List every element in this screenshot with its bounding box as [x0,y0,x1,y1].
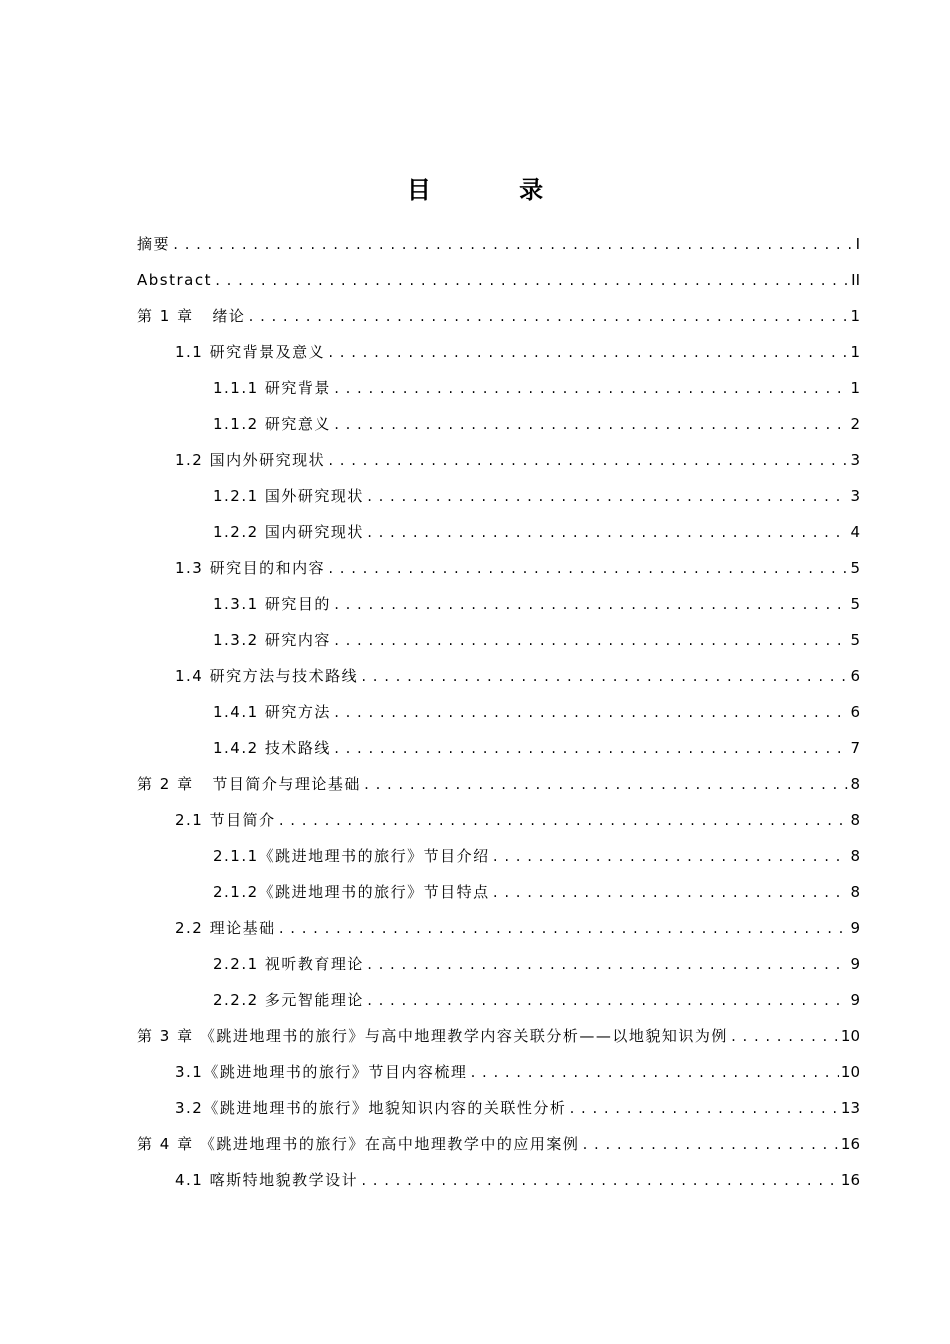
toc-entry-title: 2.1.1《跳进地理书的旅行》节目介绍 [213,847,490,865]
toc-page-number: I [855,235,860,253]
toc-page-number: 3 [850,451,860,469]
toc-entry-title: 2.2.2 多元智能理论 [213,991,364,1009]
toc-page-number: 4 [850,523,860,541]
toc-page-number: 1 [850,379,860,397]
toc-entry[interactable] [137,482,860,518]
toc-entry[interactable] [137,1094,860,1130]
dot-leader [360,1167,839,1195]
toc-entry-title: 3.1《跳进地理书的旅行》节目内容梳理 [175,1063,468,1081]
dot-leader [366,519,849,547]
toc-entry-title: 第 1 章 绪论 [137,307,246,325]
toc-page-number: 8 [850,883,860,901]
toc-page-number: 9 [850,955,860,973]
toc-entry-title: 1.2.1 国外研究现状 [213,487,364,505]
toc-entry[interactable] [137,1166,860,1202]
toc-page-number: 10 [840,1027,860,1045]
toc-entry-title: 4.1 喀斯特地貌教学设计 [175,1171,359,1189]
toc-entry[interactable] [137,950,860,986]
toc-entry-title: 1.3 研究目的和内容 [175,559,326,577]
dot-leader [366,951,849,979]
toc-entry[interactable] [137,1130,860,1166]
toc-entry[interactable] [137,410,860,446]
table-of-contents [137,230,860,1202]
toc-entry[interactable] [137,770,860,806]
toc-entry-title: 第 4 章 《跳进地理书的旅行》在高中地理教学中的应用案例 [137,1135,580,1153]
toc-page-number: 16 [840,1135,860,1153]
dot-leader [327,447,848,475]
dot-leader [492,879,849,907]
toc-page-number: 13 [840,1099,860,1117]
toc-page-number: 2 [850,415,860,433]
dot-leader [363,771,849,799]
dot-leader [172,231,854,259]
toc-entry-title: 第 3 章 《跳进地理书的旅行》与高中地理教学内容关联分析——以地貌知识为例 [137,1027,728,1045]
toc-entry-title: 1.3.2 研究内容 [213,631,331,649]
toc-entry[interactable] [137,554,860,590]
toc-entry-title: 3.2《跳进地理书的旅行》地貌知识内容的关联性分析 [175,1099,567,1117]
toc-page-number: 8 [850,847,860,865]
toc-page-number: 5 [850,595,860,613]
toc-entry[interactable] [137,626,860,662]
toc-entry[interactable] [137,986,860,1022]
dot-leader [333,699,849,727]
toc-entry-title: 1.4 研究方法与技术路线 [175,667,359,685]
toc-page-number: II [851,271,860,289]
toc-entry-title: 2.1.2《跳进地理书的旅行》节目特点 [213,883,490,901]
toc-page-number: 9 [850,991,860,1009]
toc-entry[interactable] [137,662,860,698]
toc-entry-title: 1.1 研究背景及意义 [175,343,326,361]
toc-page-number: 8 [850,775,860,793]
dot-leader [214,267,849,295]
dot-leader [333,591,849,619]
page-title: 目 录 [406,176,584,204]
toc-page-number: 1 [850,307,860,325]
dot-leader [333,411,849,439]
dot-leader [366,987,849,1015]
toc-page-number: 8 [850,811,860,829]
toc-entry[interactable] [137,590,860,626]
toc-entry-title: 1.2 国内外研究现状 [175,451,326,469]
toc-entry-title: 摘要 [137,235,171,253]
toc-entry[interactable] [137,338,860,374]
toc-page-number: 5 [850,559,860,577]
toc-entry[interactable] [137,446,860,482]
toc-entry-title: 1.1.2 研究意义 [213,415,331,433]
toc-page-number: 6 [850,667,860,685]
toc-entry-title: 1.1.1 研究背景 [213,379,331,397]
toc-entry[interactable] [137,1022,860,1058]
toc-entry-title: 1.3.1 研究目的 [213,595,331,613]
toc-entry-title: 第 2 章 节目简介与理论基础 [137,775,361,793]
toc-page-number: 3 [850,487,860,505]
toc-entry-title: 2.2.1 视听教育理论 [213,955,364,973]
dot-leader [333,375,849,403]
dot-leader [333,735,849,763]
toc-page-number: 9 [850,919,860,937]
dot-leader [278,807,849,835]
toc-page-number: 10 [840,1063,860,1081]
toc-entry[interactable] [137,878,860,914]
dot-leader [730,1023,839,1051]
toc-entry[interactable] [137,914,860,950]
dot-leader [327,555,848,583]
toc-entry[interactable] [137,266,860,302]
dot-leader [366,483,849,511]
toc-entry-title: 2.2 理论基础 [175,919,276,937]
toc-page-number: 1 [850,343,860,361]
toc-entry-title: 2.1 节目简介 [175,811,276,829]
dot-leader [360,663,848,691]
toc-entry-title: Abstract [137,271,212,289]
toc-entry[interactable] [137,698,860,734]
toc-page-number: 6 [850,703,860,721]
toc-page-number: 7 [850,739,860,757]
dot-leader [278,915,849,943]
toc-entry[interactable] [137,302,860,338]
toc-page-number: 16 [840,1171,860,1189]
toc-entry-title: 1.4.1 研究方法 [213,703,331,721]
dot-leader [333,627,849,655]
dot-leader [568,1095,839,1123]
dot-leader [581,1131,839,1159]
toc-entry[interactable] [137,734,860,770]
toc-entry[interactable] [137,230,860,266]
dot-leader [469,1059,839,1087]
toc-page-number: 5 [850,631,860,649]
dot-leader [492,843,849,871]
dot-leader [247,303,848,331]
toc-entry[interactable] [137,1058,860,1094]
dot-leader [327,339,848,367]
toc-entry[interactable] [137,806,860,842]
toc-entry[interactable] [137,842,860,878]
toc-entry[interactable] [137,518,860,554]
toc-entry[interactable] [137,374,860,410]
toc-entry-title: 1.4.2 技术路线 [213,739,331,757]
toc-entry-title: 1.2.2 国内研究现状 [213,523,364,541]
